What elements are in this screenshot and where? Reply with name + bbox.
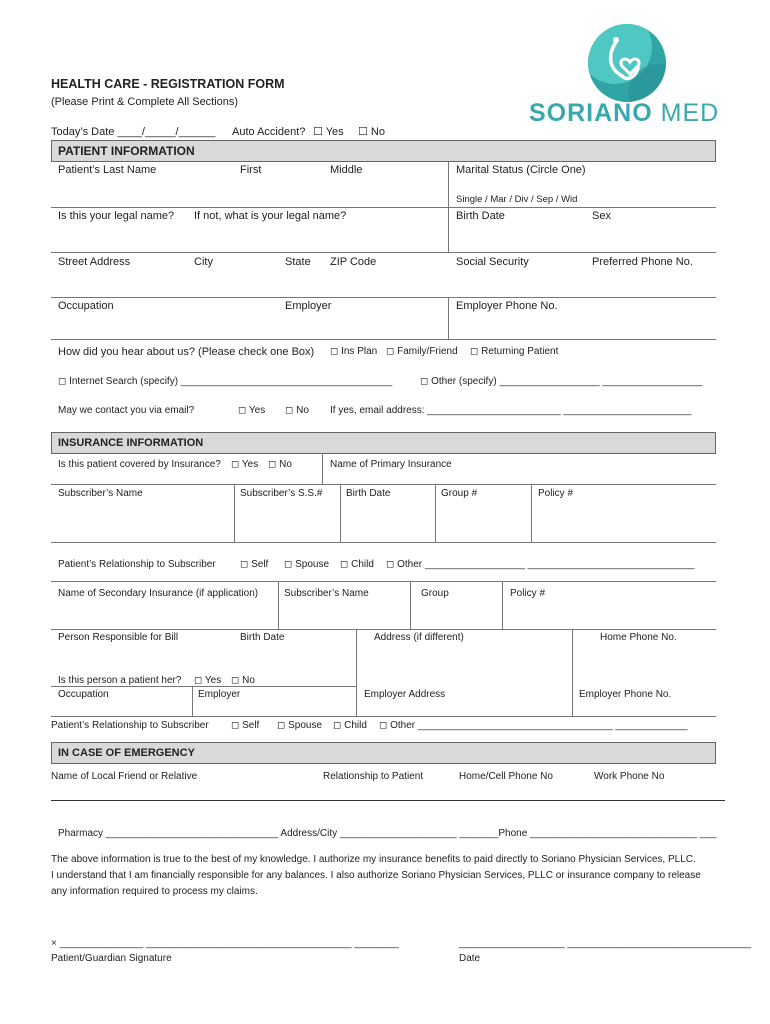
- auto-accident-yes-checkbox[interactable]: ☐ Yes: [313, 126, 344, 138]
- person-is-patient-no-checkbox[interactable]: ◻ No: [231, 675, 255, 686]
- relationship-other-checkbox[interactable]: ◻ Other __________________ ______________________________: [386, 559, 695, 570]
- internet-search-checkbox[interactable]: ◻ Internet Search (specify) ______________________________________: [58, 376, 393, 387]
- stethoscope-heart-icon: [588, 24, 666, 102]
- person-responsible-field[interactable]: Person Responsible for Bill: [58, 632, 179, 643]
- birth-date-field[interactable]: Birth Date: [456, 210, 505, 222]
- marital-status-label: Marital Status (Circle One): [456, 164, 586, 176]
- secondary-subscriber-name-field[interactable]: Subscriber’s Name: [284, 588, 369, 599]
- legal-name-question[interactable]: Is this your legal name?: [58, 210, 175, 222]
- employer-phone-field[interactable]: Employer Phone No.: [456, 300, 558, 312]
- relationship-child-checkbox[interactable]: ◻ Child: [340, 559, 374, 570]
- email-no-checkbox[interactable]: ◻ No: [285, 405, 309, 416]
- state-field[interactable]: State: [285, 256, 311, 268]
- legal-name-field[interactable]: If not, what is your legal name?: [194, 210, 347, 222]
- person-is-patient-yes-checkbox[interactable]: ◻ Yes: [194, 675, 222, 686]
- relationship2-spouse-checkbox[interactable]: ◻ Spouse: [277, 720, 323, 731]
- social-security-field[interactable]: Social Security: [456, 256, 529, 268]
- sex-field[interactable]: Sex: [592, 210, 611, 222]
- home-phone-field[interactable]: Home Phone No.: [600, 632, 677, 643]
- group-number-field[interactable]: Group #: [441, 488, 478, 499]
- auto-accident-label: Auto Accident?: [232, 126, 306, 138]
- relationship-self-checkbox[interactable]: ◻ Self: [240, 559, 269, 570]
- relationship2-child-checkbox[interactable]: ◻ Child: [333, 720, 367, 731]
- section-title: PATIENT INFORMATION: [58, 144, 195, 158]
- email-address-field[interactable]: If yes, email address: ________________________ _______________________: [330, 405, 692, 416]
- last-name-field[interactable]: Patient’s Last Name: [58, 164, 157, 176]
- contact-email-label: May we contact you via email?: [58, 405, 195, 416]
- form-subtitle: (Please Print & Complete All Sections): [51, 96, 239, 108]
- form-title: HEALTH CARE - REGISTRATION FORM: [51, 77, 285, 91]
- secondary-policy-field[interactable]: Policy #: [510, 588, 546, 599]
- middle-name-field[interactable]: Middle: [330, 164, 363, 176]
- emergency-relationship-field[interactable]: Relationship to Patient: [323, 771, 424, 782]
- signature-label: Patient/Guardian Signature: [51, 953, 172, 964]
- brand-name: SORIANO MED: [529, 99, 720, 127]
- person-is-patient-label: Is this person a patient her?: [58, 675, 182, 686]
- ins-plan-checkbox[interactable]: ◻ Ins Plan: [330, 346, 378, 357]
- yes-label: Yes: [325, 126, 344, 138]
- policy-number-field[interactable]: Policy #: [538, 488, 574, 499]
- marital-status-options[interactable]: Single / Mar / Div / Sep / Wid: [456, 194, 578, 205]
- hear-about-us-label: How did you hear about us? (Please check one Box): [58, 346, 315, 358]
- employer-field[interactable]: Employer: [285, 300, 332, 312]
- family-friend-checkbox[interactable]: ◻ Family/Friend: [386, 346, 458, 357]
- secondary-insurance-field[interactable]: Name of Secondary Insurance (if application): [58, 588, 259, 599]
- preferred-phone-field[interactable]: Preferred Phone No.: [592, 256, 693, 268]
- responsible-employer-field[interactable]: Employer: [198, 689, 241, 700]
- responsible-employer-phone-field[interactable]: Employer Phone No.: [579, 689, 672, 700]
- subscriber-name-field[interactable]: Subscriber’s Name: [58, 488, 143, 499]
- insurance-info-header: [51, 432, 716, 454]
- no-label: No: [370, 126, 385, 138]
- relationship-spouse-checkbox[interactable]: ◻ Spouse: [284, 559, 330, 570]
- email-yes-checkbox[interactable]: ◻ Yes: [238, 405, 266, 416]
- pharmacy-line[interactable]: Pharmacy _______________________________ Address/City _____________________ _______Phone ______________________________ ___: [58, 828, 717, 839]
- emergency-work-phone-field[interactable]: Work Phone No: [594, 771, 665, 782]
- signature-date-label: Date: [459, 953, 481, 964]
- street-address-field[interactable]: Street Address: [58, 256, 131, 268]
- relationship-to-subscriber-label: Patient’s Relationship to Subscriber: [58, 559, 216, 570]
- subscriber-ssn-field[interactable]: Subscriber’s S.S.#: [240, 488, 323, 499]
- zip-code-field[interactable]: ZIP Code: [330, 256, 377, 268]
- returning-patient-checkbox[interactable]: ◻ Returning Patient: [470, 346, 559, 357]
- emergency-header: [51, 742, 716, 764]
- todays-date-field[interactable]: Today’s Date ____/_____/______: [51, 126, 216, 138]
- authorization-line-3: any information required to process my claims.: [51, 886, 258, 897]
- relationship2-self-checkbox[interactable]: ◻ Self: [231, 720, 260, 731]
- signature-field[interactable]: × _______________ _____________________________________ ________: [51, 938, 399, 949]
- relationship2-other-checkbox[interactable]: ◻ Other ___________________________________ _____________: [379, 720, 688, 731]
- emergency-home-cell-field[interactable]: Home/Cell Phone No: [459, 771, 553, 782]
- employer-address-field[interactable]: Employer Address: [364, 689, 446, 700]
- patient-info-header: [51, 140, 716, 162]
- address-if-different-field[interactable]: Address (if different): [374, 632, 464, 643]
- relationship-to-subscriber-label-2: Patient’s Relationship to Subscriber: [51, 720, 209, 731]
- occupation-field[interactable]: Occupation: [58, 300, 114, 312]
- subscriber-birth-date-field[interactable]: Birth Date: [346, 488, 391, 499]
- covered-yes-checkbox[interactable]: ◻ Yes: [231, 459, 259, 470]
- covered-no-checkbox[interactable]: ◻ No: [268, 459, 292, 470]
- city-field[interactable]: City: [194, 256, 213, 268]
- section-title: INSURANCE INFORMATION: [58, 437, 204, 449]
- auto-accident-no-checkbox[interactable]: ☐ No: [358, 126, 385, 138]
- signature-date-field[interactable]: ___________________ _________________________________: [459, 938, 751, 949]
- emergency-name-field[interactable]: Name of Local Friend or Relative: [51, 771, 198, 782]
- authorization-line-2: I understand that I am financially responsible for any balances. I also authorize Soriano Physician Services, PLLC or insurance company to release: [51, 870, 701, 881]
- authorization-line-1: The above information is true to the best of my knowledge. I authorize my insurance benefits to paid directly to Soriano Physician Services, PLLC.: [51, 854, 696, 865]
- other-specify-checkbox[interactable]: ◻ Other (specify) __________________ __________________: [420, 376, 703, 387]
- responsible-birth-date-field[interactable]: Birth Date: [240, 632, 285, 643]
- responsible-occupation-field[interactable]: Occupation: [58, 689, 109, 700]
- covered-by-insurance-label: Is this patient covered by Insurance?: [58, 459, 221, 470]
- section-title: IN CASE OF EMERGENCY: [58, 747, 195, 759]
- secondary-group-field[interactable]: Group: [421, 588, 449, 599]
- primary-insurance-field[interactable]: Name of Primary Insurance: [330, 459, 452, 470]
- first-name-field[interactable]: First: [240, 164, 262, 176]
